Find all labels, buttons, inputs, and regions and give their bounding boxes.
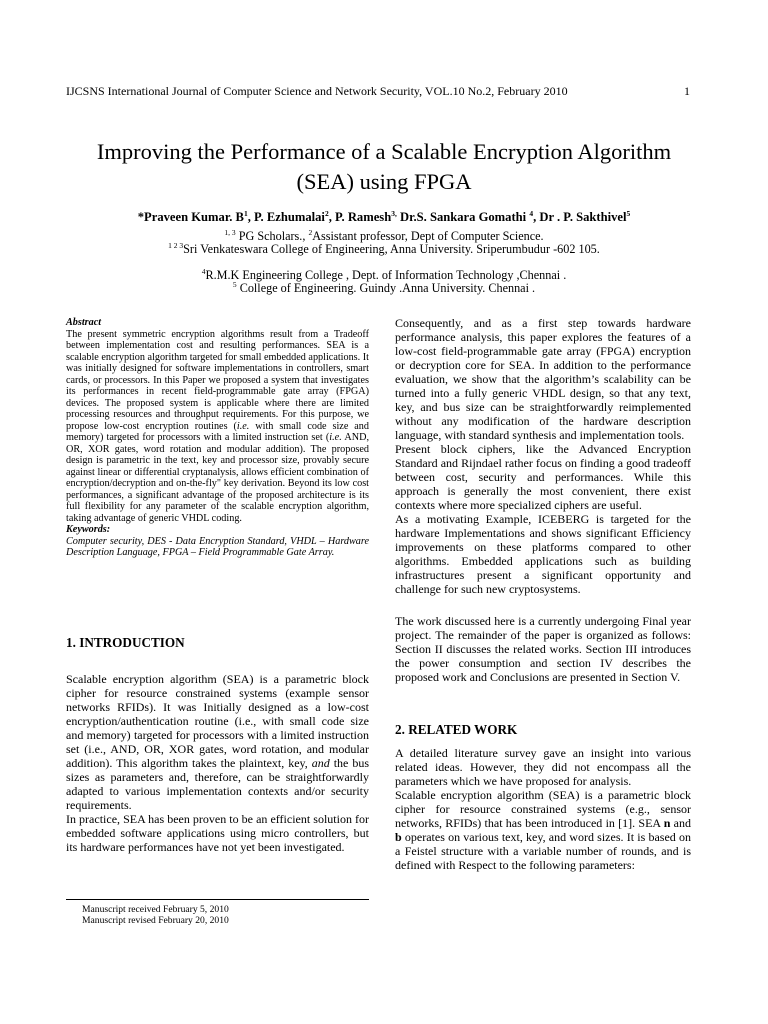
footnotes (82, 904, 229, 926)
author-5: , Dr . P. Sakthivel (533, 210, 627, 224)
abstract (66, 317, 369, 559)
author-4-sup: 4 (529, 209, 534, 218)
introduction-paragraph-2: In practice, SEA has been proven to be an efficient solution for embedded software applications using micro controllers, but its hardware performances have not yet been investigated. (66, 812, 369, 854)
abstract-ie-2: i.e. (329, 432, 342, 443)
intro-p1-text-1: Scalable encryption algorithm (SEA) is a parametric block cipher for resource constrained systems (example sensor networks RFIDs). It was Initially designed as a low-cost encryption/authentication routine (i.e., with small code size and memory) targeted for processors with a limited instruction set (i.e., AND, OR, XOR gates, word rotation, and modular addition). This algorithm takes the plaintext, key, (66, 672, 369, 770)
intro-p1-and: and (311, 756, 330, 770)
title-line-1: Improving the Performance of a Scalable Encryption Algorithm (96, 139, 672, 164)
keywords-heading: Keywords: (66, 524, 111, 535)
right-paragraph-2: Present block ciphers, like the Advanced Encryption Standard and Rijndael rather focus on finding a good tradeoff between cost, security and performances. While this approach is generally the most convenient, there exist contexts where more specialized ciphers are useful. (395, 442, 691, 512)
title-line-2: (SEA) using FPGA (296, 169, 472, 194)
author-2-sup: 2 (324, 209, 329, 218)
affiliation-1-text-2: Assistant professor, Dept of Computer Science. (312, 229, 544, 243)
related-work-body (395, 746, 691, 872)
affiliation-2-text: Sri Venkateswara College of Engineering, Anna University. Sriperumbudur -602 105. (183, 242, 600, 256)
affiliation-line-2 (40, 242, 728, 256)
author-1: *Praveen Kumar. B (137, 210, 244, 224)
abstract-heading: Abstract (66, 317, 102, 328)
author-3: , P. Ramesh (328, 210, 392, 224)
author-list (40, 210, 728, 225)
footnote-divider (66, 899, 369, 900)
footnote-received: Manuscript received February 5, 2010 (82, 904, 229, 915)
affiliation-1-text: PG Scholars., (235, 229, 309, 243)
affiliation-4-text: College of Engineering. Guindy .Anna University. Chennai . (236, 281, 536, 295)
affiliation-1-sup: 1, 3 (224, 228, 236, 237)
abstract-body (66, 329, 369, 525)
abstract-text-1: The present symmetric encryption algorithms result from a Tradeoff between implementation cost and resulting performances. SEA is a scalable encryption algorithm targeted for small embedded applications. It was initially designed for software implementations in controllers, smart cards, or processors. In this Paper we proposed a system that investigates its performances in recent field-programmable gate array (FPGA) devices. The proposed system is applicable where there are limited processing resources and throughput requirements. For this purpose, we propose low-cost encryption routines ( (66, 328, 369, 432)
footnote-revised: Manuscript revised February 20, 2010 (82, 915, 229, 926)
related-p2-text-1: Scalable encryption algorithm (SEA) is a parametric block cipher for resource constrained systems (e.g., sensor networks, RFIDs) that has been introduced in [1]. SEA (395, 788, 691, 830)
related-p2-text-2: and (670, 816, 692, 830)
affiliation-line-1 (40, 229, 728, 243)
intro-p1-text-2: the bus sizes as parameters and, therefore, can be straightforwardly adapted to various implementation contexts and/or security requirements. (66, 756, 369, 812)
page-number: 1 (684, 84, 690, 98)
affiliation-line-4 (40, 281, 728, 295)
introduction-paragraph-1 (66, 672, 369, 812)
author-5-sup: 5 (626, 209, 631, 218)
related-work-paragraph-1: A detailed literature survey gave an insight into various related ideas. However, they did not encompass all the parameters which we have proposed for analysis. (395, 746, 691, 788)
abstract-text-3: AND, OR, XOR gates, word rotation and modular addition). The proposed design is parametric in the text, key and processor size, provably secure against linear or differential cryptanalysis, allows efficient combination of encryption/decryption and on-the-fly" key derivation. Beyond its low cost performances, a significant advantage of the proposed architecture is its full flexibility for any parameter of the scalable encryption algorithm, taking advantage of generic VHDL coding. (66, 432, 369, 524)
abstract-text-2: with small code size and memory) targeted for processors with a limited instruction set ( (66, 420, 369, 443)
affiliation-4-sup: 5 (232, 280, 237, 289)
journal-name: IJCSNS International Journal of Computer Science and Network Security, VOL.10 No.2, February 2010 (66, 84, 568, 98)
author-4: Dr.S. Sankara Gomathi (396, 210, 530, 224)
abstract-ie-1: i.e. (236, 420, 250, 432)
right-column-body (395, 316, 691, 596)
paper-title (40, 137, 728, 197)
right-paragraph-4: The work discussed here is a currently undergoing Final year project. The remainder of the paper is organized as follows: Section II discusses the related works. Section III introduces the power consumption and section IV describes the proposed work and Conclusions are presented in Section V. (395, 614, 691, 684)
right-paragraph-1: Consequently, and as a first step towards hardware performance analysis, this paper explores the features of a low-cost field-programmable gate array (FPGA) encryption or decryption core for SEA. In addition to the performance evaluation, we show that the algorithm’s scalability can be turned into a fully generic VHDL design, so that any text, key, and bus size can be straightforwardly reimplemented without any modification of the hardware description language, with standard synthesis and implementation tools. (395, 316, 691, 442)
affiliation-line-3 (40, 268, 728, 282)
right-column-body-2 (395, 614, 691, 684)
affiliation-2-sup: 1 2 3 (168, 241, 184, 250)
introduction-body (66, 672, 369, 854)
related-p2-n: n (663, 816, 671, 830)
affiliation-3-sup: 4 (201, 267, 206, 276)
keywords: Computer security, DES - Data Encryption Standard, VHDL – Hardware Description Language, FPGA – Field Programmable Gate Array. (66, 535, 369, 558)
affiliation-1-sup-2: 2 (308, 228, 313, 237)
related-p2-b: b (395, 830, 402, 844)
author-1-sup: 1 (243, 209, 248, 218)
related-work-paragraph-2 (395, 788, 691, 872)
affiliation-3-text: R.M.K Engineering College , Dept. of Information Technology ,Chennai . (205, 268, 567, 282)
introduction-heading: 1. INTRODUCTION (66, 635, 185, 650)
author-3-sup: 3, (391, 209, 397, 218)
author-2: , P. Ezhumalai (247, 210, 325, 224)
related-p2-text-3: operates on various text, key, and word sizes. It is based on a Feistel structure with a variable number of rounds, and is defined with Respect to the following parameters: (395, 830, 691, 872)
related-work-heading: 2. RELATED WORK (395, 722, 518, 737)
right-paragraph-3: As a motivating Example, ICEBERG is targeted for the hardware Implementations and shows significant Efficiency improvements on these platforms compared to other algorithms. Embedded applications such as building infrastructures present a significant opportunity and challenge for such new cryptosystems. (395, 512, 691, 596)
